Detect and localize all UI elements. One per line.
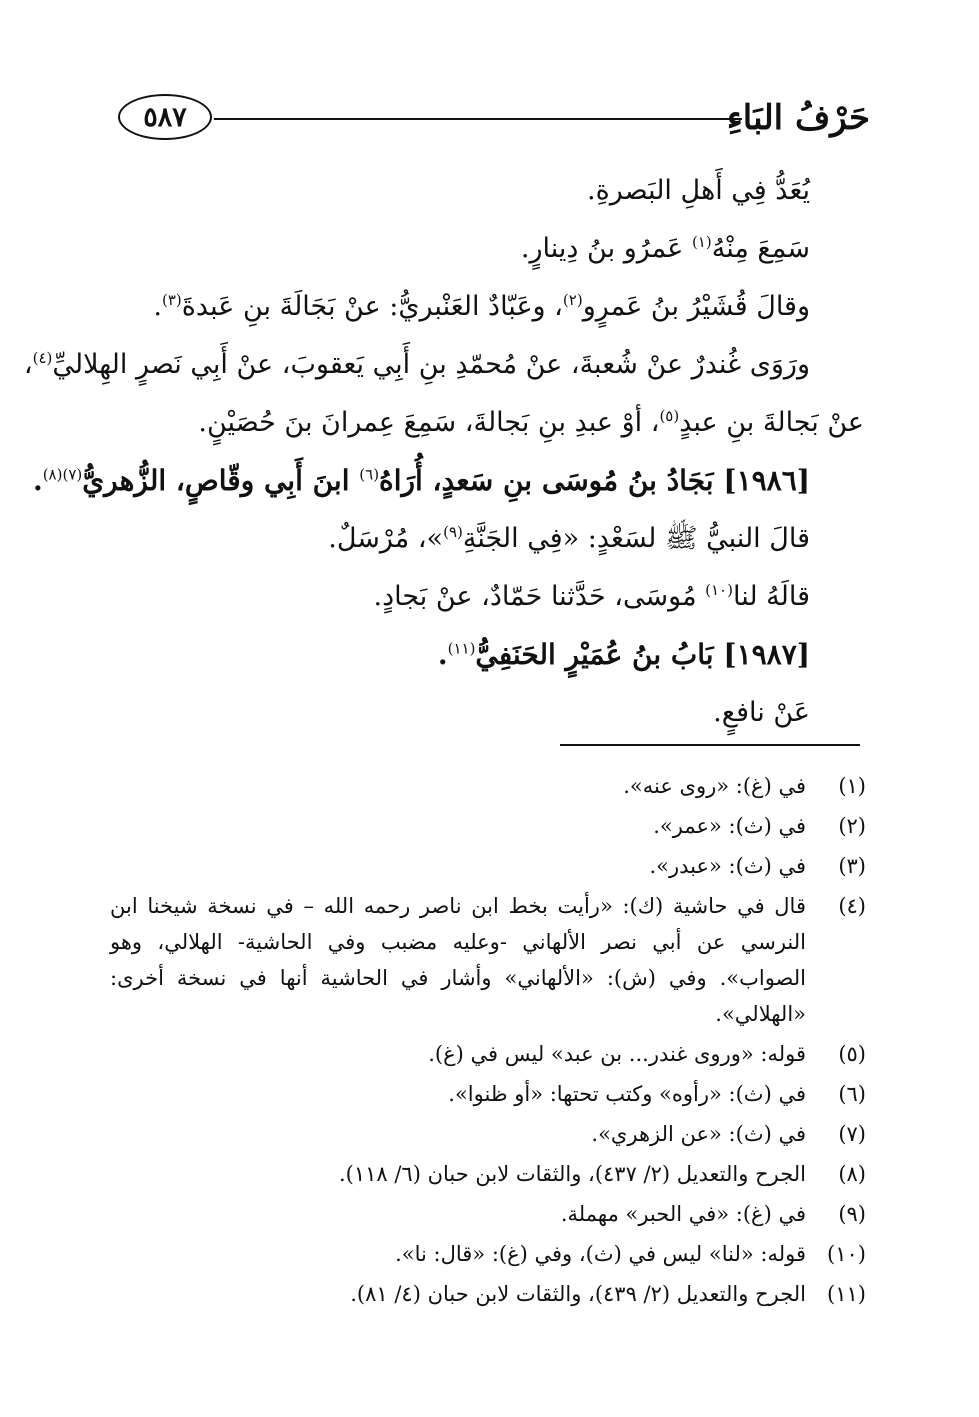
footnote-separator [560,744,860,746]
text-line [112,568,864,626]
footnote-number: (٥) [838,1042,866,1066]
line-text: . [32,464,43,497]
footnote-marker[interactable]: (٣) [162,291,182,309]
footnote-marker[interactable]: (١٠) [705,581,733,599]
line-text: ، وعَبّادٌ العَنْبريُّ: عنْ بَجَالَةَ بنِ عَبدةَ [181,291,563,322]
footnote [110,888,866,1032]
footnote-text: الجرح والتعديل (٢/ ٤٣٧)، والثقات لابن حبان (٦/ ١١٨). [338,1162,806,1186]
footnote-text: في (غ): «روى عنه». [623,774,806,798]
text-line [112,162,864,220]
footnote [110,1236,866,1272]
header-rule [214,118,742,120]
line-text: عَنْ نافعٍ. [713,697,810,728]
line-text: عَمرُو بنُ دِينارٍ. [520,233,692,264]
footnote-text: الجرح والتعديل (٢/ ٤٣٩)، والثقات لابن حبان (٤/ ٨١). [350,1282,806,1306]
footnote [110,1276,866,1312]
footnote-text: في (ث): «عبدر». [649,854,806,878]
footnote [110,1036,866,1072]
line-text: . [153,291,162,322]
text-line [112,394,864,452]
footnote-number: (٧) [838,1122,866,1146]
line-text: »، مُرْسَلٌ. [328,523,444,554]
footnote-marker[interactable]: (٢) [562,291,583,309]
footnote-marker[interactable]: (١١) [447,639,476,658]
footnote-marker[interactable]: (٩) [443,523,463,541]
text-line [23,336,864,394]
main-text [23,162,864,742]
footnote-number: (١) [838,774,866,798]
line-text: ورَوَى غُندرٌ عنْ شُعبةَ، عنْ مُحمّدِ بنِ أَبِي يَعقوبَ، عنْ أَبِي نَصرٍ الهِلاليِّ [52,349,810,380]
line-text: ابنَ أَبِي وقّاصٍ، الزُّهريُّ [82,464,360,497]
line-text: عنْ بَجالةَ بنِ عبدٍ [679,407,864,438]
footnote-text: في (ث): «عن الزهري». [591,1122,806,1146]
line-text: قالَهُ لنا [732,581,810,612]
footnote [110,848,866,884]
footnote-marker[interactable]: (٥) [659,407,680,425]
footnote-text: في (ث): «رأوه» وكتب تحتها: «أو ظنوا». [448,1082,806,1106]
line-text: [١٩٨٧] بَابُ بنُ عُمَيْرٍ الحَنَفِيُّ [475,638,810,671]
line-text: ، [23,349,33,380]
text-line [112,510,864,568]
line-text: وقالَ قُشَيْرُ بنُ عَمرٍو [582,291,810,322]
footnote-number: (٦) [838,1082,866,1106]
footnote [110,808,866,844]
footnote-text: في (ث): «عمر». [653,814,806,838]
text-line [112,684,864,742]
footnote-marker[interactable]: (١) [691,233,712,251]
footnote [110,1076,866,1112]
page-header [118,88,870,148]
footnote-text: قوله: «وروى غندر... بن عبد» ليس في (غ). [428,1042,806,1066]
footnote [110,768,866,804]
line-text: قالَ النبيُّ ﷺ لسَعْدٍ: «فِي الجَنَّةِ [462,523,810,554]
line-text: ، أوْ عبدِ بنِ بَجالةَ، سَمِعَ عِمرانَ بنَ حُصَيْنٍ. [198,407,660,438]
footnote-text: في (غ): «في الحبر» مهملة. [560,1202,806,1226]
footnote-number: (٢) [838,814,866,838]
footnote [110,1156,866,1192]
chapter-title: حَرْفُ البَاءِ [726,98,870,138]
footnote-marker[interactable]: (٦) [359,465,380,484]
page-number: ٥٨٧ [118,94,212,140]
footnote-marker[interactable]: (٤) [32,349,53,367]
line-text: سَمِعَ مِنْهُ [711,233,810,264]
footnote-number: (٨) [838,1162,866,1186]
footnote-number: (٣) [838,854,866,878]
footnote-text: قوله: «لنا» ليس في (ث)، وفي (غ): «قال: نا». [395,1242,806,1266]
footnote-number: (١١) [827,1282,866,1306]
line-text: [١٩٨٦] بَجَادُ بنُ مُوسَى بنِ سَعدٍ، أُرَاهُ [379,464,810,497]
footnote [110,1116,866,1152]
footnote-number: (١٠) [827,1242,866,1266]
footnote [110,1196,866,1232]
text-line [112,278,864,336]
footnote-number: (٩) [838,1202,866,1226]
footnotes [110,768,866,1316]
text-line [112,220,864,278]
line-text: يُعَدُّ فِي أَهلِ البَصرةِ. [587,175,810,206]
line-text: . [437,638,448,671]
entry-heading [112,626,864,684]
footnote-number: (٤) [838,894,866,918]
footnote-text: قال في حاشية (ك): «رأيت بخط ابن ناصر رحمه الله – في نسخة شيخنا ابن النرسي عن أبي نصر الألهاني -وعليه مضبب وفي الحاشية- الهلالي، وهو الصواب». وفي (ش): «الألهاني» وأشار في الحاشية أنها في نسخة أخرى: «الهلالي». [110,894,806,1026]
entry-heading [32,452,864,510]
footnote-marker[interactable]: (٧)(٨) [42,465,83,484]
line-text: مُوسَى، حَدَّثنا حَمّادٌ، عنْ بَجادٍ. [373,581,706,612]
